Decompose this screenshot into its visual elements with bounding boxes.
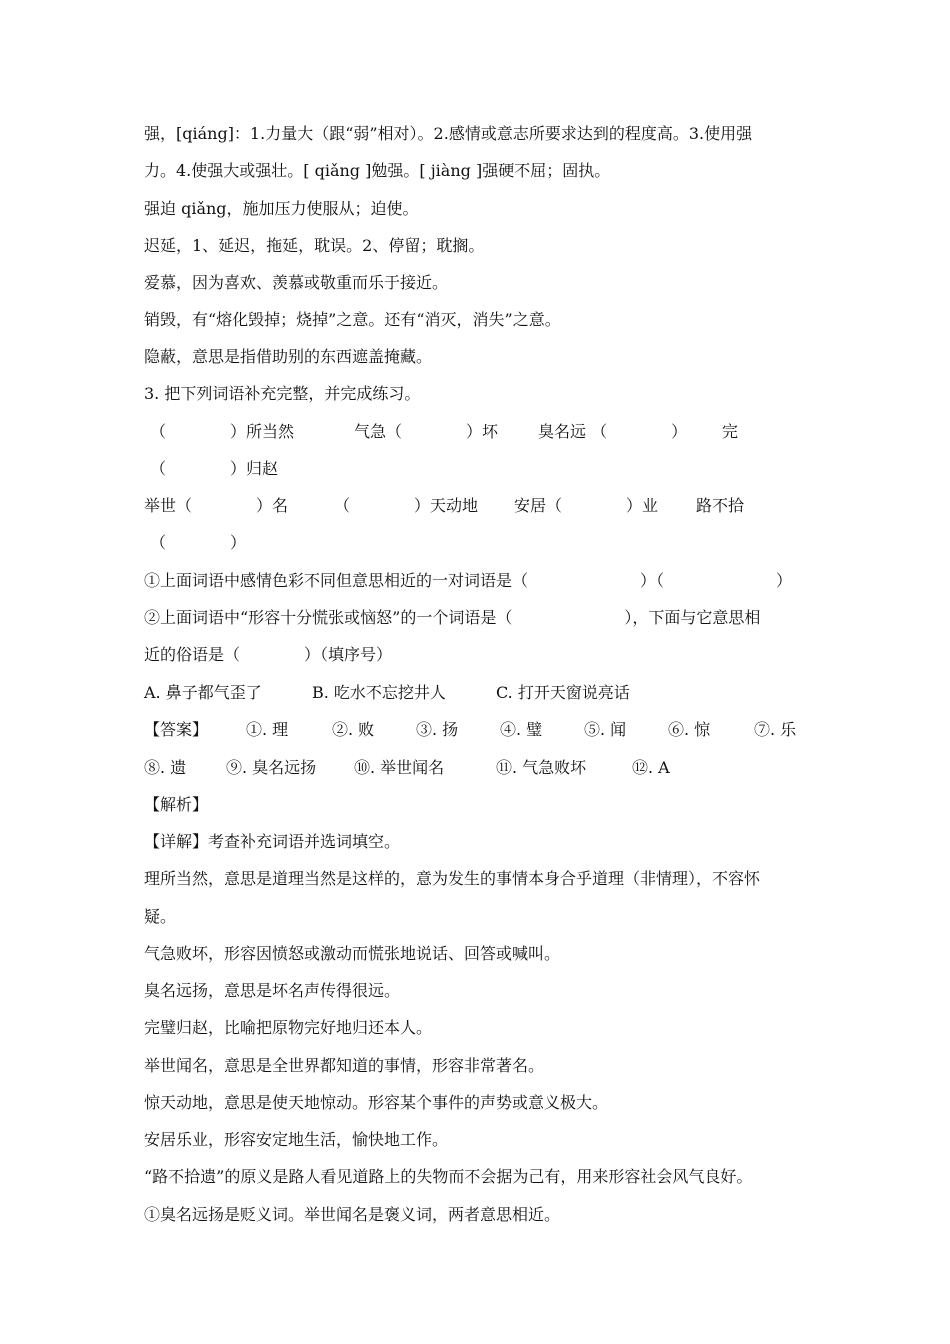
sub-question-1: ①上面词语中感情色彩不同但意思相近的一对词语是（ ）（ ）	[144, 571, 793, 590]
answer-item: ⑧. 遗	[144, 758, 187, 777]
word-blank-item: 安居（ ）业	[514, 496, 659, 515]
answer-item: ⑫. A	[632, 758, 670, 777]
definition-line: 强，[qiáng]：1.力量大（跟“弱”相对）。2.感情或意志所要求达到的程度高。3.使用强	[144, 124, 753, 143]
word-blank-item: 路不拾	[696, 496, 745, 515]
word-blank-item: 举世（ ）名	[144, 496, 289, 515]
analysis-line: 气急败坏，形容因愤怒或激动而慌张地说话、回答或喊叫。	[144, 944, 561, 963]
answer-label: 【答案】	[144, 720, 209, 739]
word-blank-item: 完	[722, 422, 739, 441]
definition-line: 销毁，有“熔化毁掉；烧掉”之意。还有“消灭，消失”之意。	[144, 310, 561, 329]
word-row-1-continuation: （ ）归赵	[150, 459, 279, 478]
option-b: B. 吃水不忘挖井人	[312, 683, 446, 702]
answer-item: ⑨. 臭名远扬	[226, 758, 317, 777]
answer-item: ⑪. 气急败坏	[496, 758, 587, 777]
analysis-line: ①臭名远扬是贬义词。举世闻名是褒义词，两者意思相近。	[144, 1205, 561, 1224]
definition-line: 隐蔽，意思是指借助别的东西遮盖掩藏。	[144, 347, 433, 366]
analysis-line: 安居乐业，形容安定地生活，愉快地工作。	[144, 1130, 449, 1149]
answer-item: ⑩. 举世闻名	[354, 758, 445, 777]
analysis-line: 惊天动地，意思是使天地惊动。形容某个事件的声势或意义极大。	[144, 1093, 609, 1112]
analysis-line: “路不拾遗”的原义是路人看见道路上的失物而不会据为己有，用来形容社会风气良好。	[144, 1167, 753, 1186]
analysis-line: 理所当然，意思是道理当然是这样的，意为发生的事情本身合乎道理（非情理），不容怀	[144, 869, 761, 888]
option-a: A. 鼻子都气歪了	[144, 683, 262, 702]
analysis-line: 疑。	[144, 907, 177, 926]
definition-line: 强迫 qiǎng，施加压力使服从；迫使。	[144, 199, 419, 218]
definition-line: 爱慕，因为喜欢、羡慕或敬重而乐于接近。	[144, 273, 449, 292]
answer-item: ③. 扬	[416, 720, 459, 739]
analysis-line: 完璧归赵，比喻把原物完好地归还本人。	[144, 1018, 433, 1037]
answer-item: ⑥. 惊	[668, 720, 711, 739]
answer-item: ④. 璧	[500, 720, 543, 739]
definition-line: 力。4.使强大或强壮。[ qiǎng ]勉强。[ jiàng ]强硬不屈；固执。	[144, 161, 611, 180]
word-blank-item: 气急（ ）坏	[354, 422, 499, 441]
answer-item: ①. 理	[246, 720, 289, 739]
analysis-line: 臭名远扬，意思是坏名声传得很远。	[144, 981, 401, 1000]
analysis-line: 举世闻名，意思是全世界都知道的事情，形容非常著名。	[144, 1056, 545, 1075]
answer-item: ⑤. 闻	[584, 720, 627, 739]
word-blank-item: 臭名远 （ ）	[538, 422, 688, 441]
answer-item: ⑦. 乐	[754, 720, 797, 739]
sub-question-2-cont: 近的俗语是（ ）（填序号）	[144, 645, 393, 664]
analysis-detail: 【详解】考查补充词语并选词填空。	[144, 832, 401, 851]
option-c: C. 打开天窗说亮话	[496, 683, 630, 702]
question-title: 3. 把下列词语补充完整，并完成练习。	[144, 384, 421, 403]
sub-question-2: ②上面词语中“形容十分慌张或恼怒”的一个词语是（ ），下面与它意思相	[144, 608, 761, 627]
answer-item: ②. 败	[332, 720, 375, 739]
word-blank-item: （ ）所当然	[150, 422, 295, 441]
definition-line: 迟延，1、延迟，拖延，耽误。2、停留；耽搁。	[144, 236, 485, 255]
analysis-label: 【解析】	[144, 795, 209, 814]
word-blank-item: （ ）天动地	[334, 496, 479, 515]
word-row-2-continuation: （ ）	[150, 533, 247, 552]
